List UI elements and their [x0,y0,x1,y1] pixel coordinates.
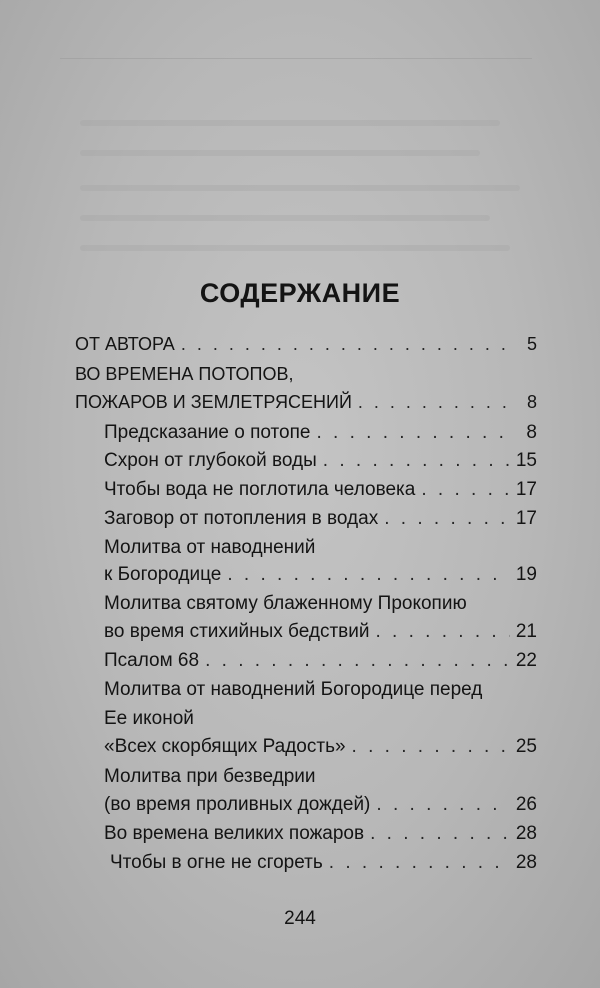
toc-entry-page: 15 [515,450,537,471]
toc-entry[interactable] [75,332,537,356]
toc-entry-title-line: ВО ВРЕМЕНА ПОТОПОВ, [75,364,294,384]
toc-entry-title: ПОЖАРОВ И ЗЕМЛЕТРЯСЕНИЙ [75,392,352,412]
toc-entry-page: 28 [515,852,537,873]
toc-entry-title-line: Молитва от наводнений Богородице перед [104,679,483,700]
toc-entry[interactable] [104,620,537,644]
toc-entry-page: 8 [526,392,537,412]
page-title: СОДЕРЖАНИЕ [199,278,401,308]
toc-entry-page: 28 [515,823,537,844]
toc-entry[interactable] [104,735,537,759]
toc-entry-title: (во время проливных дождей) [104,794,371,815]
toc-entry-title: ОТ АВТОРА [75,334,175,354]
leader-dots [323,449,510,473]
leader-dots [384,507,510,531]
toc-entry[interactable] [110,851,537,875]
toc-entry-title: Предсказание о потопе [104,422,311,443]
toc-entry[interactable] [104,507,537,531]
toc-entry[interactable] [104,563,537,587]
toc-entry[interactable] [104,449,537,473]
toc-entry-title-line: Молитва святому блаженному Прокопию [104,593,467,614]
toc-entry[interactable] [75,390,537,414]
toc-entry-page: 22 [515,650,537,671]
leader-dots [205,649,510,673]
leader-dots [376,793,509,817]
toc-entry-title-line: Молитва от наводнений [104,537,316,558]
leader-dots [358,390,513,414]
toc-entry-page: 8 [526,422,537,443]
leader-dots [352,735,510,759]
toc-entry-page: 26 [515,794,537,815]
leader-dots [316,421,513,445]
toc-entry-title: к Богородице [104,564,222,585]
toc-entry-title: во время стихийных бедствий [104,621,370,642]
toc-entry[interactable] [104,793,537,817]
toc-entry-title: Чтобы вода не поглотила человека [104,479,416,500]
toc-entry-page: 17 [515,479,537,500]
toc-entry[interactable] [104,478,537,502]
toc-entry-page: 5 [526,334,537,354]
toc-entry-page: 17 [515,508,537,529]
toc-entry-title: Во времена великих пожаров [104,823,365,844]
toc-entry-title-line: Молитва при безведрии [104,766,316,787]
leader-dots [181,332,513,356]
leader-dots [370,822,510,846]
page-number: 244 [284,908,316,929]
leader-dots [375,620,509,644]
toc-entry-title: Псалом 68 [104,650,200,671]
toc-entry-page: 25 [515,736,537,757]
leader-dots [227,563,510,587]
toc-entry[interactable] [104,649,537,673]
toc-entry-title: Схрон от глубокой воды [104,450,317,471]
leader-dots [421,478,510,502]
toc-entry-page: 19 [515,564,537,585]
toc-entry-title: Заговор от потопления в водах [104,508,379,529]
toc-entry-page: 21 [515,621,537,642]
leader-dots [329,851,510,875]
toc-entry-title-line: Ее иконой [104,708,194,729]
toc-entry-title: Чтобы в огне не сгореть [110,852,323,873]
toc-entry[interactable] [104,822,537,846]
toc-entry-title: «Всех скорбящих Радость» [104,736,346,757]
toc-entry[interactable] [104,421,537,445]
